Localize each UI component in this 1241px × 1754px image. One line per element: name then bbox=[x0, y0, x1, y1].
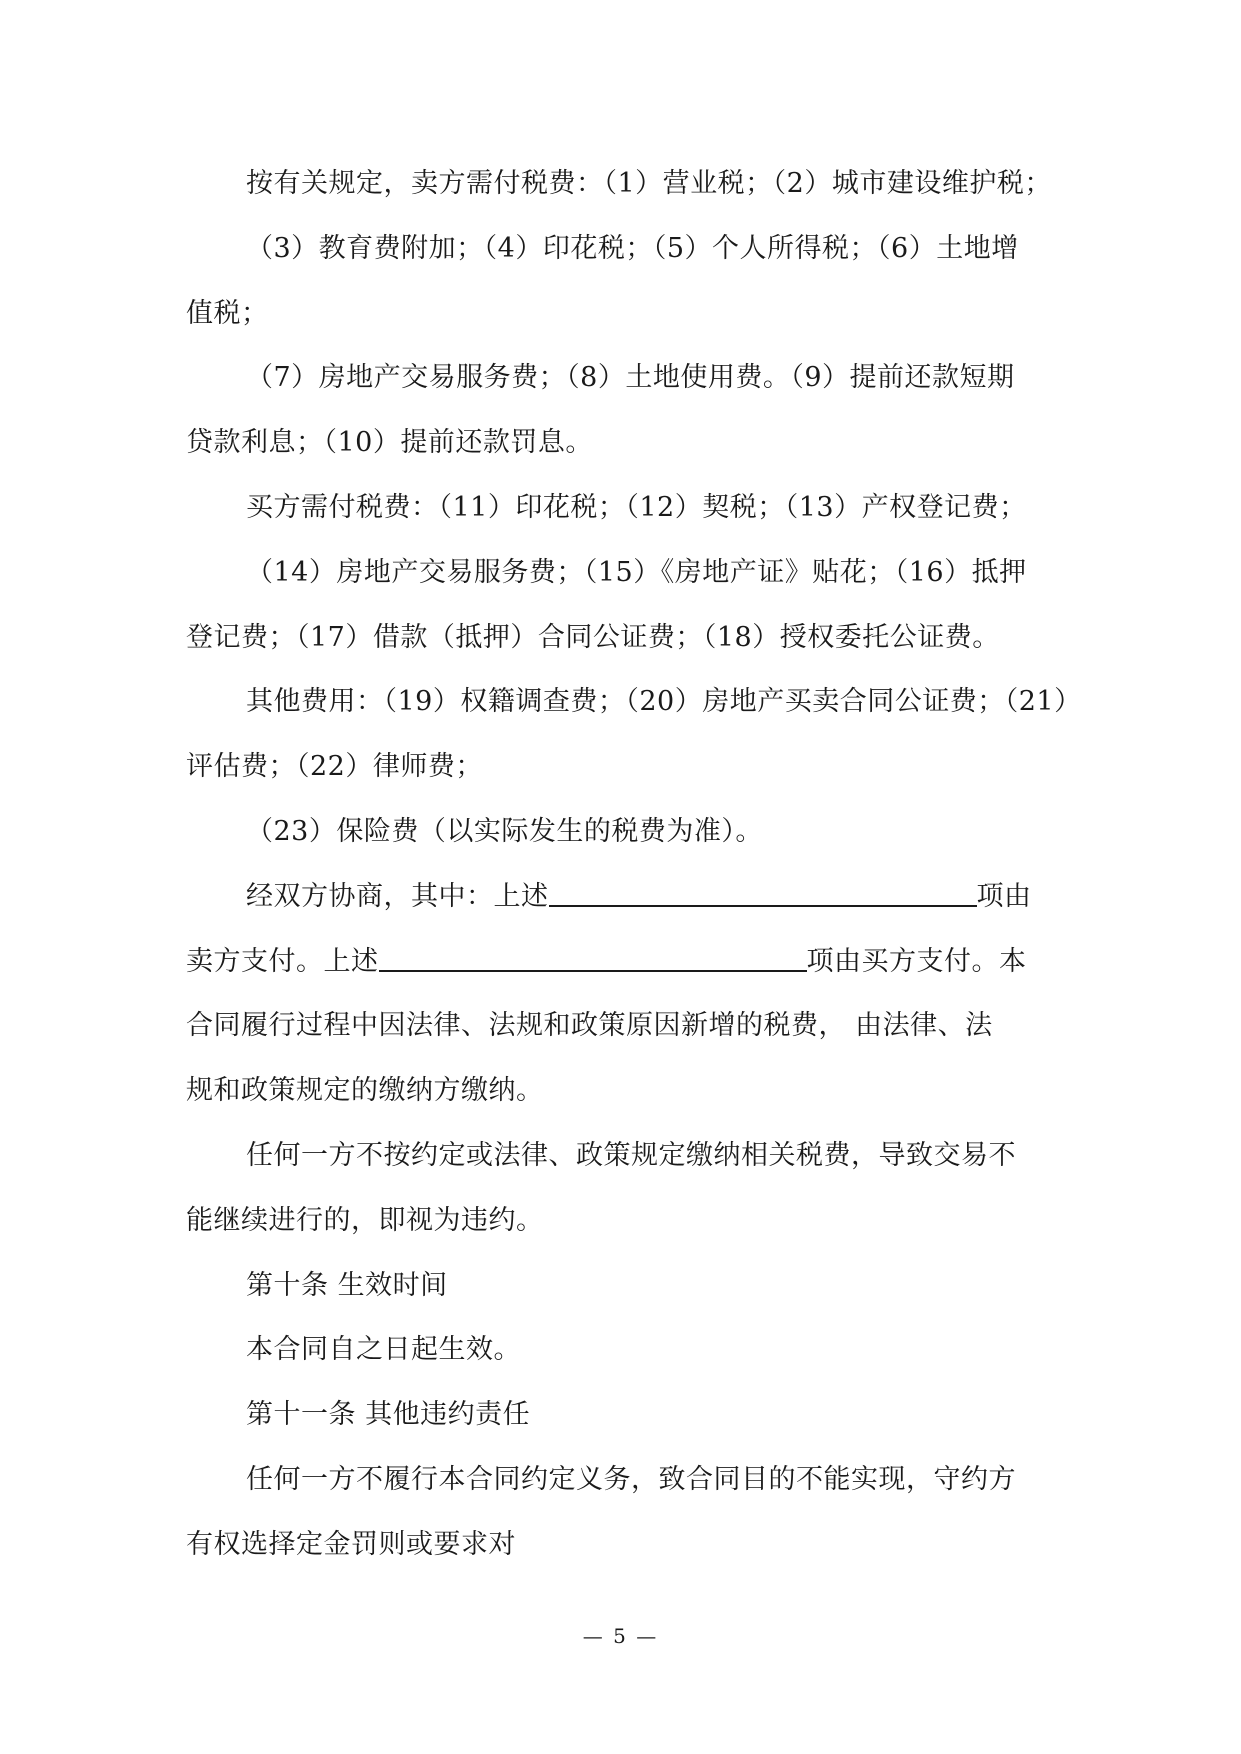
paragraph-line: 合同履行过程中因法律、法规和政策原因新增的税费， 由法律、法 bbox=[186, 1010, 993, 1042]
paragraph-line: 本合同自之日起生效。 bbox=[246, 1334, 521, 1366]
paragraph-line: （3）教育费附加；（4）印花税；（5）个人所得税；（6）土地增 bbox=[246, 232, 1019, 264]
page-number: — 5 — bbox=[582, 1624, 659, 1648]
paragraph-line: 规和政策规定的缴纳方缴纳。 bbox=[186, 1075, 544, 1107]
paragraph-line: 其他费用：（19）权籍调查费；（20）房地产买卖合同公证费；（21） bbox=[246, 686, 1082, 718]
document-body bbox=[186, 152, 1082, 1578]
fill-in-blank bbox=[379, 944, 807, 972]
paragraph-line: （23）保险费（以实际发生的税费为准）。 bbox=[246, 815, 763, 847]
paragraph-line: （14）房地产交易服务费；（15）《房地产证》贴花；（16）抵押 bbox=[246, 556, 1027, 588]
section-heading: 第十条 生效时间 bbox=[246, 1269, 448, 1301]
paragraph-line: 按有关规定，卖方需付税费：（1）营业税；（2）城市建设维护税； bbox=[246, 168, 1052, 199]
line-text: 卖方支付。上述 bbox=[186, 945, 379, 977]
paragraph-line: （7）房地产交易服务费；（8）土地使用费。（9）提前还款短期 bbox=[246, 362, 1015, 394]
line-text: 项由 bbox=[976, 880, 1032, 912]
line-text: 项由买方支付。本 bbox=[806, 945, 1027, 977]
paragraph-line: 买方需付税费：（11）印花税；（12）契税；（13）产权登记费； bbox=[246, 491, 1027, 523]
paragraph-line: 能继续进行的，即视为违约。 bbox=[186, 1204, 544, 1236]
line-text: 经双方协商，其中：上述 bbox=[246, 880, 549, 912]
paragraph-line: 任何一方不按约定或法律、政策规定缴纳相关税费，导致交易不 bbox=[246, 1139, 1016, 1171]
paragraph-line bbox=[186, 865, 1056, 930]
paragraph-line: 评估费；（22）律师费； bbox=[186, 751, 483, 783]
section-heading: 第十一条 其他违约责任 bbox=[246, 1399, 531, 1431]
paragraph-line: 值税； bbox=[186, 297, 269, 329]
paragraph-line: 贷款利息；（10）提前还款罚息。 bbox=[186, 427, 593, 459]
fill-in-blank bbox=[549, 879, 977, 907]
paragraph-line: 有权选择定金罚则或要求对 bbox=[186, 1528, 516, 1560]
paragraph-line: 登记费；（17）借款（抵押）合同公证费；（18）授权委托公证费。 bbox=[186, 621, 1000, 653]
paragraph-line: 任何一方不履行本合同约定义务，致合同目的不能实现，守约方 bbox=[246, 1463, 1016, 1495]
paragraph-line bbox=[186, 930, 1056, 995]
